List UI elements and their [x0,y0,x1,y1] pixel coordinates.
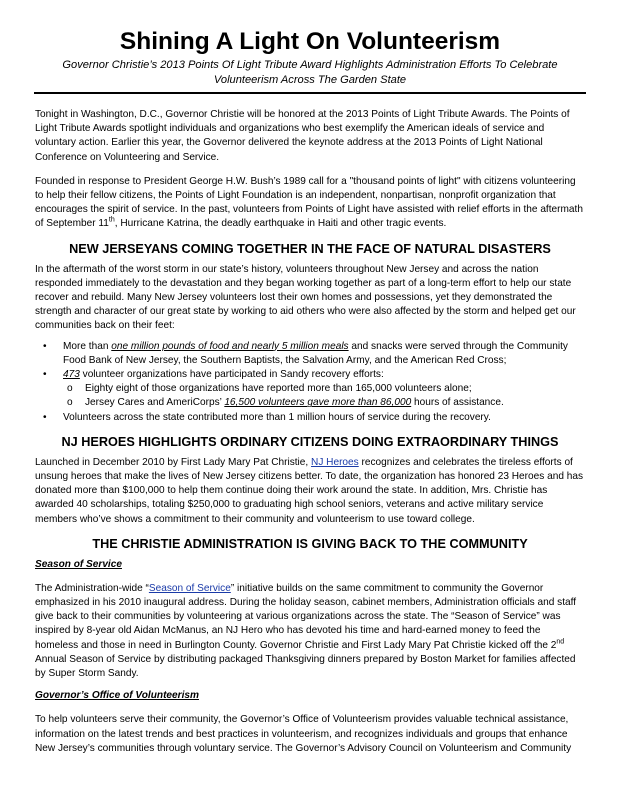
disaster-stats-list [35,340,585,425]
list-item: • More than one million pounds of food and nearly 5 million meals and snacks were served through the Community Food Bank of New Jersey, the Southern Baptists, the Salvation Army, and the American Red Cross; [43,340,568,366]
season-of-service-link[interactable]: Season of Service [148,582,231,594]
section-heading-nj-heroes: NJ HEROES HIGHLIGHTS ORDINARY CITIZENS DOING EXTRAORDINARY THINGS [61,434,559,449]
section-paragraph-disasters: In the aftermath of the worst storm in our state’s history, volunteers throughout New Jersey and across the nation responded immediately to the devastation and they began working together as part of a long-term effort to help our state recover and rebuild. Many New Jersey volunteers lost their own homes and possessions, yet they demonstrated the strength and character of our great state by working to aid others who were also affected by the storm and helped get our communities back on their feet: [35,263,576,332]
sub-list-item: o Eighty eight of those organizations have reported more than 165,000 volunteers alone; [67,383,472,395]
intro-paragraph-1: Tonight in Washington, D.C., Governor Christie will be honored at the 2013 Points of Light Tribute Awards. The Points of Light Tribute Awards spotlight individuals and organizations who best exemplify the American ideals of service and voluntary action. Earlier this year, the Governor delivered the keynote address at the 2013 Points of Light National Conference on Volunteering and Service. [35,109,570,163]
section-heading-administration: THE CHRISTIE ADMINISTRATION IS GIVING BACK TO THE COMMUNITY [92,536,528,551]
list-item: • Volunteers across the state contributed more than 1 million hours of service during the recovery. [43,411,491,423]
sub-list-item: o Jersey Cares and AmeriCorps’ 16,500 volunteers gave more than 86,000 hours of assistance. [67,397,504,409]
subtitle [35,58,585,88]
section-paragraph-nj-heroes: Launched in December 2010 by First Lady Mary Pat Christie, NJ Heroes recognizes and celebrates the tireless efforts of unsung heroes that make the lives of New Jersey citizens better. To date, the organization has honored 23 Heroes and has donated more than $100,000 to help them continue doing their work around the state. In addition, Mrs. Christie has awarded 40 scholarships, totaling $250,000 to graduating high school seniors, veterans and active military service members who’ve shows a commitment to their community and volunteerism to use toward college. [35,456,584,525]
office-of-volunteerism-paragraph: To help volunteers serve their community, the Governor’s Office of Volunteerism provides valuable technical assistance, information on the latest trends and best practices in volunteerism, and recognizes individuals and groups that enhance New Jersey’s communities through voluntary service. The Governor’s Advisory Council on Volunteerism and Community [35,714,572,754]
subtitle-line-2: Volunteerism Across The Garden State [213,74,407,86]
subheading-office-of-volunteerism: Governor’s Office of Volunteerism [35,690,199,702]
subtitle-line-1: Governor Christie’s 2013 Points Of Light Tribute Award Highlights Administration Efforts To Celebrate [62,59,558,71]
title-divider [34,92,586,94]
season-of-service-paragraph: The Administration-wide “Season of Service” initiative builds on the same commitment to community the Governor emphasized in his 2010 inaugural address. During the holiday season, cabinet members, Administration officials and staff give back to their communities by volunteering at various organizations across the state. The “Season of Service” was inspired by 8-year old Aidan McManus, an NJ Hero who has devoted his time and hard-earned money to feed the homeless and those in need in Burlington County. Governor Christie and First Lady Mary Pat Christie kicked off the 2nd Annual Season of Service by distributing packaged Thanksgiving dinners prepared by Boston Market for families affected by Super Storm Sandy. [35,582,577,680]
document-page [35,28,585,756]
list-item: • 473 volunteer organizations have participated in Sandy recovery efforts: [43,369,384,381]
section-heading-disasters: NEW JERSEYANS COMING TOGETHER IN THE FACE OF NATURAL DISASTERS [69,241,551,256]
page-title: Shining A Light On Volunteerism [119,28,501,55]
intro-paragraph-2: Founded in response to President George H.W. Bush’s 1989 call for a "thousand points of light" with citizens volunteering to help their fellow citizens, the Points of Light Foundation is an independent, nonpartisan, nonprofit organization that encourages the spirit of service. In the past, volunteers from Points of Light have assisted with relief efforts in the aftermath of September 11th, Hurricane Katrina, the deadly earthquake in Haiti and other tragic events. [35,175,583,230]
nj-heroes-link[interactable]: NJ Heroes [311,456,359,468]
subheading-season-of-service: Season of Service [35,558,122,570]
